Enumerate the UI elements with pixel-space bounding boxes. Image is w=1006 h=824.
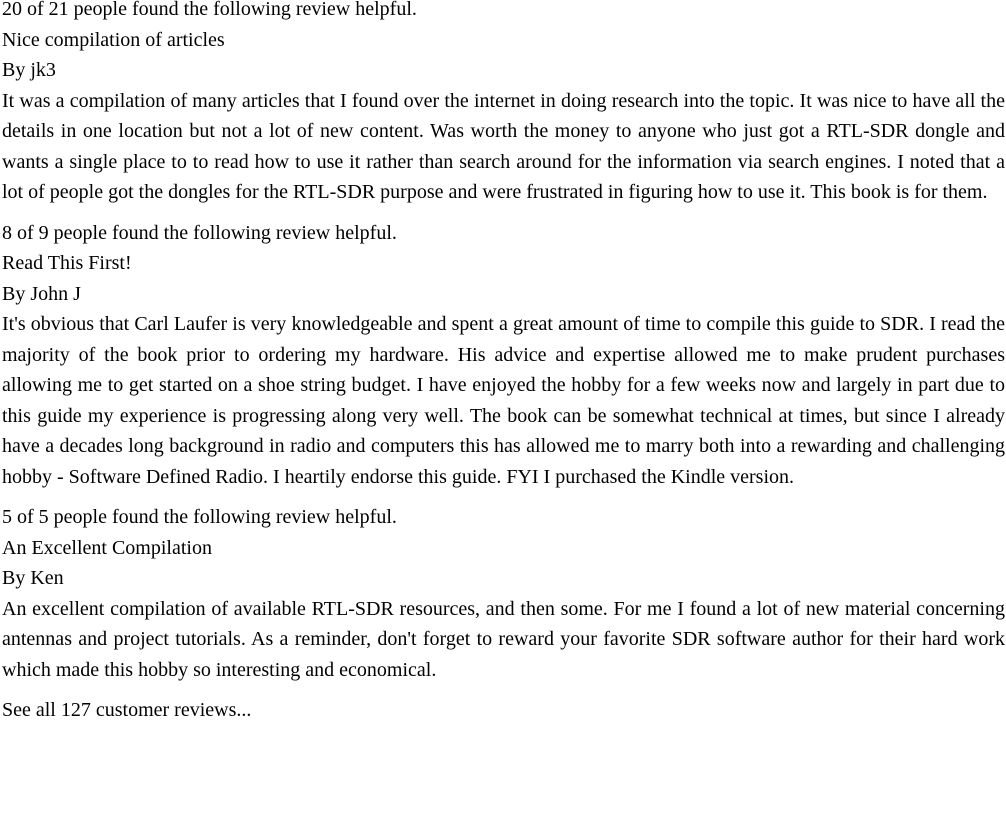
review-body: It was a compilation of many articles that I found over the internet in doing research into the topic. It was nice to have all the details in one location but not a lot of new content. Was worth the money to anyone who just got a RTL-SDR dongle and wants a single place to to read how to use it rather than search around for the information via search engines. I noted that a lot of people got the dongles for the RTL-SDR purpose and were frustrated in figuring how to use it. This book is for them. bbox=[2, 89, 1005, 203]
review-helpful-count: 8 of 9 people found the following review helpful. bbox=[2, 221, 397, 244]
review-helpful-count: 20 of 21 people found the following review helpful. bbox=[2, 0, 417, 20]
review-author: By John J bbox=[2, 282, 81, 305]
review-body: An excellent compilation of available RTL-SDR resources, and then some. For me I found a lot of new material concerning antennas and project tutorials. As a reminder, don't forget to reward your favorite SDR software author for their hard work which made this hobby so interesting and economical. bbox=[2, 597, 1005, 681]
review-title: Nice compilation of articles bbox=[2, 28, 225, 51]
review-author: By Ken bbox=[2, 567, 64, 589]
review-title: Read This First! bbox=[2, 252, 132, 274]
review-item bbox=[2, 502, 1005, 685]
review-author: By jk3 bbox=[2, 59, 56, 81]
review-title: An Excellent Compilation bbox=[2, 536, 212, 559]
review-body: It's obvious that Carl Laufer is very knowledgeable and spent a great amount of time to compile this guide to SDR. I read the majority of the book prior to ordering my hardware. His advice and expertise allowed me to make prudent purchases allowing me to get started on a shoe string budget. I have enjoyed the hobby for a few weeks now and largely in part due to this guide my experience is progressing along very well. The book can be somewhat technical at times, but since I already have a decades long background in radio and computers this has allowed me to marry both into a rewarding and challenging hobby - Software Defined Radio. I heartily endorse this guide. FYI I purchased the Kindle version. bbox=[2, 313, 1005, 488]
review-item bbox=[2, 0, 1005, 208]
review-item bbox=[2, 218, 1005, 493]
see-all-reviews-link[interactable]: See all 127 customer reviews... bbox=[2, 699, 252, 721]
review-helpful-count: 5 of 5 people found the following review helpful. bbox=[2, 506, 397, 528]
